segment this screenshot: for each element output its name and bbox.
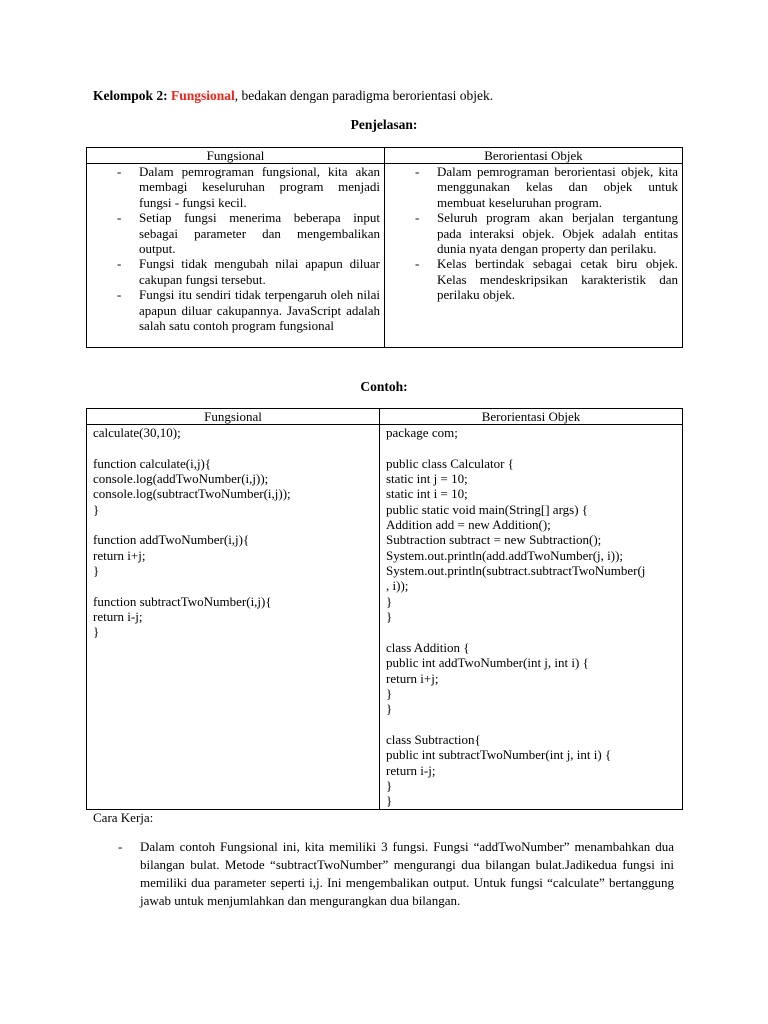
contoh-header-fungsional: Fungsional	[87, 409, 380, 425]
penjelasan-title: Penjelasan:	[350, 117, 418, 132]
explanation-text: Dalam contoh Fungsional ini, kita memiliki 3 fungsi. Fungsi “addTwoNumber” menambahkan dua bilangan bulat. Metode “subtractTwoNumber” mengurangi dua bilangan bulat.Jadikedua fungsi ini memiliki dua parameter seperti i,j. Ini mengembalikan output. Untuk fungsi “calculate” bertanggung jawab untuk menjumlahkan dan mengurangkan dua bilangan.	[140, 839, 674, 908]
contoh-fungsional-cell	[87, 425, 380, 810]
heading-prefix: Kelompok 2:	[93, 88, 168, 103]
penjelasan-header-fungsional: Fungsional	[87, 148, 385, 164]
penjelasan-header-oop: Berorientasi Objek	[385, 148, 683, 164]
explanation-bullet: -	[118, 839, 123, 854]
fungsional-list	[87, 164, 384, 333]
contoh-title: Contoh:	[360, 379, 408, 394]
fungsional-code: calculate(30,10); function calculate(i,j){ console.log(addTwoNumber(i,j)); console.log(subtractTwoNumber(i,j)); } function addTwoNumber(i,j){ return i+j; } function subtractTwoNumber(i,j){ return i-j; }	[93, 425, 291, 640]
oop-code: package com; public class Calculator { static int j = 10; static int i = 10; public static void main(String[] args) { Addition add = new Addition(); Subtraction subtract = new Subtraction(); System.out.println(add.addTwoNumber(j, i)); System.out.println(subtract.subtractTwoNumber(j , i)); } } class Addition { public int addTwoNumber(int j, int i) { return i+j; } } class Subtraction{ public int subtractTwoNumber(int j, int i) { return i-j; } }	[386, 425, 646, 809]
list-item: - Kelas bertindak sebagai cetak biru objek. Kelas mendeskripsikan karakteristik dan perilaku objek.	[385, 256, 682, 302]
list-item: - Setiap fungsi menerima beberapa input sebagai parameter dan mengembalikan output.	[87, 210, 384, 256]
contoh-header-oop: Berorientasi Objek	[380, 409, 683, 425]
list-item: - Fungsi tidak mengubah nilai apapun diluar cakupan fungsi tersebut.	[87, 256, 384, 287]
contoh-oop-cell	[380, 425, 683, 810]
oop-list	[385, 164, 682, 303]
penjelasan-table	[86, 147, 683, 348]
contoh-table	[86, 408, 683, 810]
cara-kerja-label: Cara Kerja:	[93, 810, 154, 825]
heading-highlight: Fungsional	[171, 88, 235, 103]
list-item: - Dalam pemrograman berorientasi objek, kita menggunakan kelas dan objek untuk membuat keseluruhan program.	[385, 164, 682, 210]
heading-suffix: , bedakan dengan paradigma berorientasi objek.	[234, 88, 494, 103]
list-item: - Dalam pemrograman fungsional, kita akan membagi keseluruhan program menjadi fungsi - fungsi kecil.	[87, 164, 384, 210]
list-item: - Fungsi itu sendiri tidak terpengaruh oleh nilai apapun diluar cakupannya. JavaScript adalah salah satu contoh program fungsional	[87, 287, 384, 333]
document-heading	[93, 88, 493, 104]
list-item: - Seluruh program akan berjalan tergantung pada interaksi objek. Objek adalah entitas dunia nyata dengan property dan perilaku.	[385, 210, 682, 256]
penjelasan-fungsional-cell	[87, 164, 385, 348]
penjelasan-oop-cell	[385, 164, 683, 348]
cara-kerja-explanation	[118, 838, 674, 910]
